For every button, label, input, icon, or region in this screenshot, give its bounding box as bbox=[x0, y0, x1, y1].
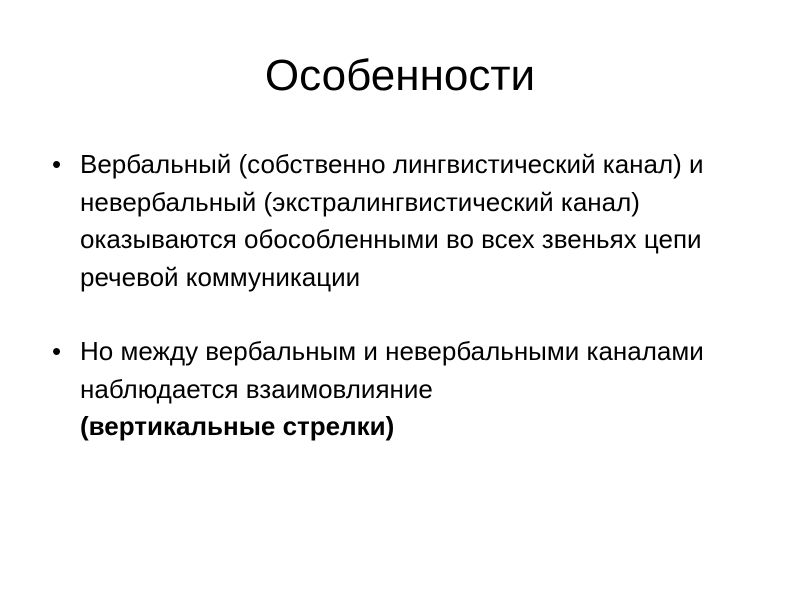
bullet-list bbox=[48, 146, 748, 446]
bullet-text-2-bold: (вертикальные стрелки) bbox=[80, 411, 395, 441]
bullet-item-1 bbox=[48, 146, 748, 296]
bullet-dot-icon: • bbox=[52, 336, 62, 366]
bullet-text-1: Вербальный (собственно лингвистический канал) и невербальный (экстралингвистический канал) оказываются обособленными во всех звеньях цепи речевой коммуникации bbox=[80, 149, 704, 292]
bullet-dot-icon: • bbox=[52, 149, 62, 179]
bullet-item-2 bbox=[48, 333, 748, 446]
slide-title: Особенности bbox=[264, 51, 536, 100]
bullet-text-2: Но между вербальным и невербальными каналами наблюдается взаимовлияние bbox=[80, 336, 704, 404]
